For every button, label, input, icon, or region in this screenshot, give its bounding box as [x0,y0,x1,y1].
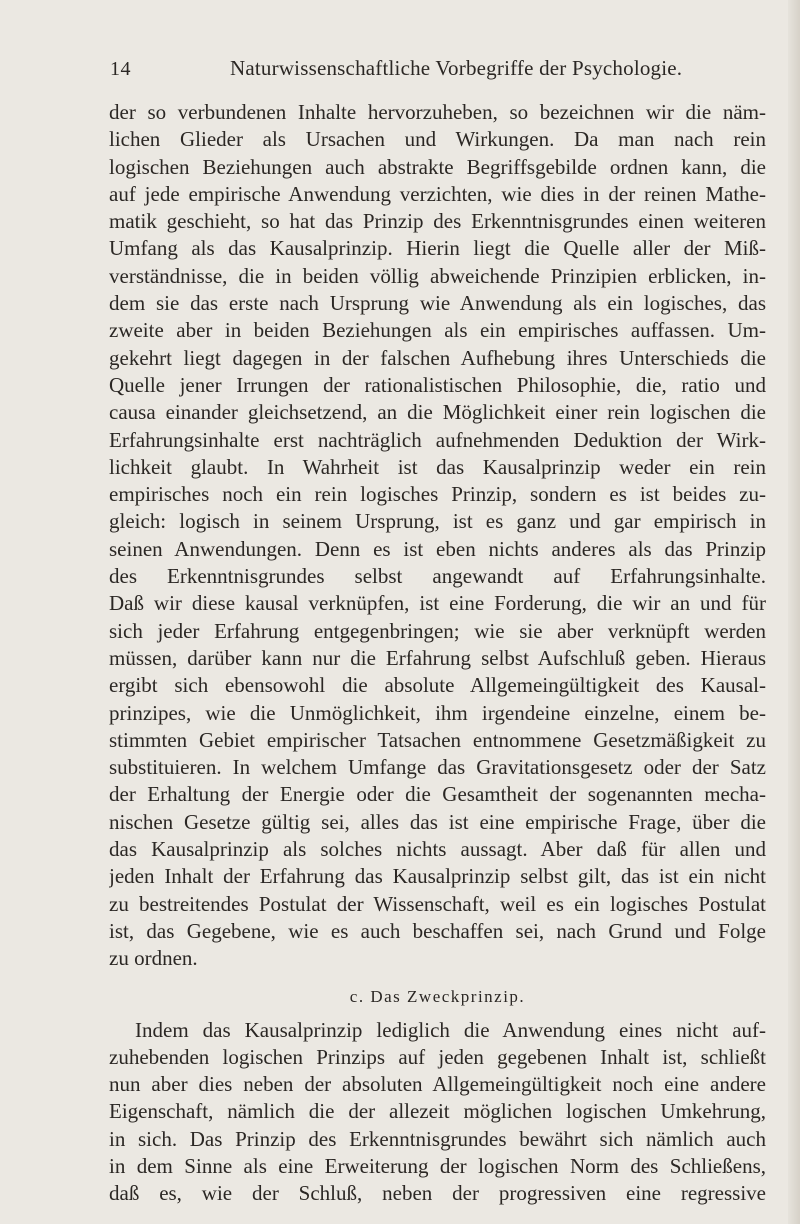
text-line: auf jede empirische Anwendung verzichten, wie dies in der reinen Mathe- [109,181,766,206]
text-line: zweite aber in beiden Beziehungen als ein empirisches auffassen. Um- [109,318,766,343]
text-line: sich jeder Erfahrung entgegenbringen; wie sie aber verknüpft werden [109,618,766,643]
running-head-title: Naturwissenschaftliche Vorbegriffe der Psychologie. [230,56,683,80]
text-line: dem sie das erste nach Ursprung wie Anwendung als ein logisches, das [109,291,766,316]
text-line: Eigenschaft, nämlich die der allezeit möglichen logischen Umkehrung, [109,1099,766,1124]
text-line: in dem Sinne als eine Erweiterung der logischen Norm des Schließens, [109,1153,766,1178]
page-edge-shadow [788,0,800,1224]
text-line: gekehrt liegt dagegen in der falschen Aufhebung ihres Unterschieds die [109,345,766,370]
text-line: logischen Beziehungen auch abstrakte Begriffsgebilde ordnen kann, die [109,154,766,179]
text-line: gleich: logisch in seinem Ursprung, ist es ganz und gar empirisch in [109,509,766,534]
text-line: causa einander gleichsetzend, an die Möglichkeit einer rein logischen die [109,400,766,425]
text-line: zu bestreitendes Postulat der Wissenschaft, weil es ein logisches Postulat [109,891,766,916]
text-line: Daß wir diese kausal verknüpfen, ist eine Forderung, die wir an und für [109,591,766,616]
text-line: substituieren. In welchem Umfange das Gravitationsgesetz oder der Satz [109,755,766,780]
text-line: verständnisse, die in beiden völlig abweichende Prinzipien erblicken, in- [109,263,766,288]
text-line: der so verbundenen Inhalte hervorzuheben, so bezeichnen wir die näm- [109,100,766,124]
text-line: in sich. Das Prinzip des Erkenntnisgrundes bewährt sich nämlich auch [109,1126,766,1151]
text-line: zuhebenden logischen Prinzips auf jeden gegebenen Inhalt ist, schließt [109,1044,766,1069]
text-line: müssen, darüber kann nur die Erfahrung selbst Aufschluß geben. Hieraus [109,645,766,670]
text-line: Erfahrungsinhalte erst nachträglich aufnehmenden Deduktion der Wirk- [109,427,766,452]
text-line: Umfang als das Kausalprinzip. Hierin liegt die Quelle aller der Miß- [109,236,766,261]
section-heading-zweckprinzip: c. Das Zweckprinzip. [349,986,526,1006]
text-line: nun aber dies neben der absoluten Allgemeingültigkeit noch eine andere [109,1072,766,1097]
text-line: ergibt sich ebensowohl die absolute Allgemeingültigkeit des Kausal- [109,673,766,698]
text-line: des Erkenntnisgrundes selbst angewandt auf Erfahrungsinhalte. [109,564,766,589]
text-line: seinen Anwendungen. Denn es ist eben nichts anderes als das Prinzip [109,536,766,561]
paragraph-kausalprinzip [109,99,766,973]
text-line: stimmten Gebiet empirischer Tatsachen entnommene Gesetzmäßigkeit zu [109,727,766,752]
running-head [110,52,760,82]
text-line: prinzipes, wie die Unmöglichkeit, ihm irgendeine einzelne, einem be- [109,700,766,725]
text-line: lichkeit glaubt. In Wahrheit ist das Kausalprinzip weder ein rein [109,454,766,479]
text-line: jeden Inhalt der Erfahrung das Kausalprinzip selbst gilt, das ist ein nicht [109,864,766,889]
text-line: Quelle jener Irrungen der rationalistischen Philosophie, die, ratio und [109,372,766,397]
text-line: das Kausalprinzip als solches nichts aussagt. Aber daß für allen und [109,837,766,862]
text-line: matik geschieht, so hat das Prinzip des Erkenntnisgrundes einen weiteren [109,209,766,234]
text-line: nischen Gesetze gültig sei, alles das ist eine empirische Frage, über die [109,809,766,834]
text-line: zu ordnen. [109,946,198,971]
text-line: ist, das Gegebene, wie es auch beschaffen sei, nach Grund und Folge [109,918,766,943]
text-line: daß es, wie der Schluß, neben der progressiven eine regressive [109,1181,766,1206]
text-line: lichen Glieder als Ursachen und Wirkungen. Da man nach rein [109,127,766,152]
page-number: 14 [110,58,131,80]
paragraph-zweckprinzip [109,1017,766,1208]
text-line: Indem das Kausalprinzip lediglich die Anwendung eines nicht auf- [135,1017,766,1042]
body-text [109,99,766,1208]
text-line: empirisches noch ein rein logisches Prinzip, sondern es ist beides zu- [109,482,766,507]
text-line: der Erhaltung der Energie oder die Gesamtheit der sogenannten mecha- [109,782,766,807]
